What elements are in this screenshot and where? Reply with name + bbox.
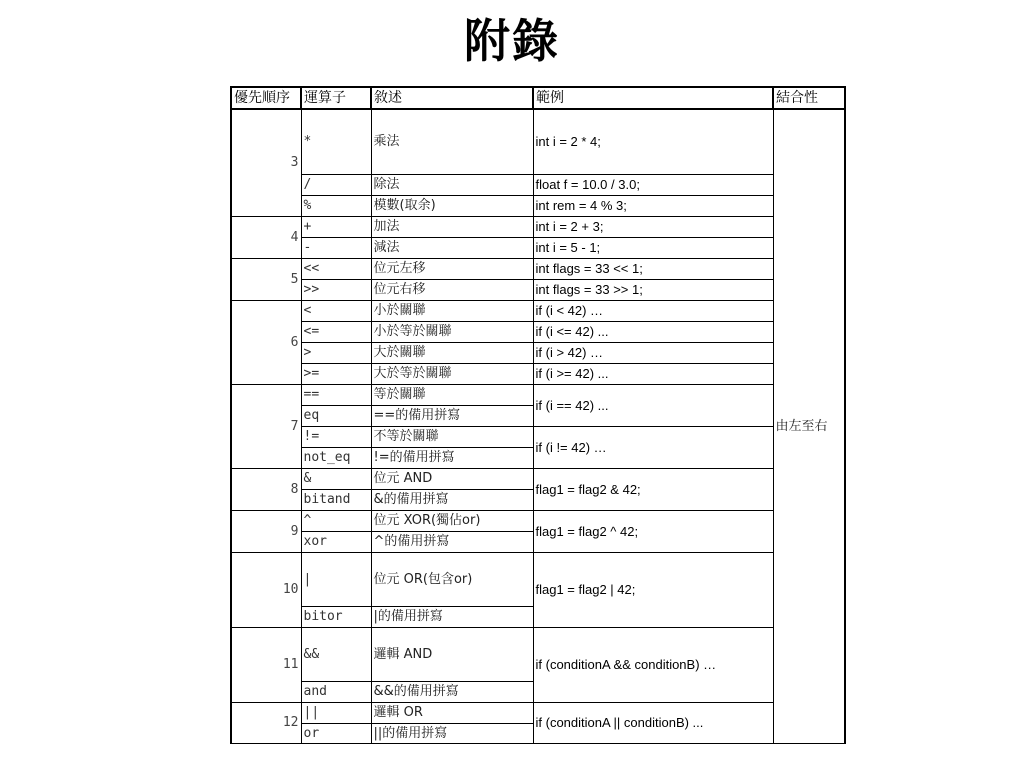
example-cell: if (conditionA || conditionB) ... <box>533 702 773 743</box>
example-cell: int i = 5 - 1; <box>533 237 773 258</box>
operator-cell: == <box>301 384 371 405</box>
table-row <box>231 321 845 342</box>
operator-cell: && <box>301 627 371 681</box>
table-row <box>231 195 845 216</box>
description-cell: &&的備用拼寫 <box>371 681 533 702</box>
description-cell: ==的備用拼寫 <box>371 405 533 426</box>
description-cell: 等於關聯 <box>371 384 533 405</box>
example-cell: int flags = 33 << 1; <box>533 258 773 279</box>
operator-cell: bitor <box>301 606 371 627</box>
description-cell: 位元左移 <box>371 258 533 279</box>
operator-cell: << <box>301 258 371 279</box>
table-row <box>231 363 845 384</box>
operator-cell: != <box>301 426 371 447</box>
operator-cell: / <box>301 174 371 195</box>
operator-cell: + <box>301 216 371 237</box>
description-cell: |的備用拼寫 <box>371 606 533 627</box>
precedence-cell: 7 <box>231 384 301 468</box>
operator-cell: xor <box>301 531 371 552</box>
example-cell: if (conditionA && conditionB) … <box>533 627 773 702</box>
description-cell: 位元 AND <box>371 468 533 489</box>
operator-cell: || <box>301 702 371 723</box>
header-precedence: 優先順序 <box>231 87 301 109</box>
header-example: 範例 <box>533 87 773 109</box>
table-row <box>231 279 845 300</box>
example-cell: if (i < 42) … <box>533 300 773 321</box>
operator-cell: not_eq <box>301 447 371 468</box>
table-row <box>231 552 845 606</box>
description-cell: 模數(取余) <box>371 195 533 216</box>
table-row <box>231 510 845 531</box>
example-cell: if (i != 42) … <box>533 426 773 468</box>
page-title: 附錄 <box>464 14 560 68</box>
table-row <box>231 109 845 174</box>
associativity-cell: 由左至右 <box>773 109 845 743</box>
precedence-cell: 5 <box>231 258 301 300</box>
operator-cell: < <box>301 300 371 321</box>
description-cell: 除法 <box>371 174 533 195</box>
table-row <box>231 237 845 258</box>
precedence-cell: 8 <box>231 468 301 510</box>
description-cell: 位元 OR(包含or) <box>371 552 533 606</box>
description-cell: 大於關聯 <box>371 342 533 363</box>
example-cell: int i = 2 * 4; <box>533 109 773 174</box>
description-cell: 位元 XOR(獨佔or) <box>371 510 533 531</box>
table-row <box>231 702 845 723</box>
description-cell: 乘法 <box>371 109 533 174</box>
table-header-row <box>231 87 845 109</box>
precedence-cell: 12 <box>231 702 301 743</box>
operator-cell: * <box>301 109 371 174</box>
precedence-cell: 6 <box>231 300 301 384</box>
description-cell: 小於關聯 <box>371 300 533 321</box>
example-cell: flag1 = flag2 & 42; <box>533 468 773 510</box>
precedence-cell: 10 <box>231 552 301 627</box>
table-row <box>231 300 845 321</box>
precedence-cell: 11 <box>231 627 301 702</box>
header-associativity: 結合性 <box>773 87 845 109</box>
table-row <box>231 426 845 447</box>
operator-cell: | <box>301 552 371 606</box>
operator-cell: & <box>301 468 371 489</box>
description-cell: 位元右移 <box>371 279 533 300</box>
precedence-cell: 4 <box>231 216 301 258</box>
operator-cell: >= <box>301 363 371 384</box>
header-description: 敘述 <box>371 87 533 109</box>
description-cell: 邏輯 OR <box>371 702 533 723</box>
table-row <box>231 468 845 489</box>
description-cell: 加法 <box>371 216 533 237</box>
operator-cell: ^ <box>301 510 371 531</box>
example-cell: if (i <= 42) ... <box>533 321 773 342</box>
description-cell: &的備用拼寫 <box>371 489 533 510</box>
operator-cell: eq <box>301 405 371 426</box>
table-row <box>231 258 845 279</box>
example-cell: flag1 = flag2 ^ 42; <box>533 510 773 552</box>
precedence-cell: 9 <box>231 510 301 552</box>
example-cell: if (i == 42) ... <box>533 384 773 426</box>
operator-cell: <= <box>301 321 371 342</box>
table-row <box>231 216 845 237</box>
operator-cell: % <box>301 195 371 216</box>
description-cell: 減法 <box>371 237 533 258</box>
example-cell: if (i >= 42) ... <box>533 363 773 384</box>
example-cell: int flags = 33 >> 1; <box>533 279 773 300</box>
operator-precedence-table <box>230 86 846 744</box>
example-cell: float f = 10.0 / 3.0; <box>533 174 773 195</box>
description-cell: 小於等於關聯 <box>371 321 533 342</box>
example-cell: int i = 2 + 3; <box>533 216 773 237</box>
description-cell: 不等於關聯 <box>371 426 533 447</box>
operator-cell: and <box>301 681 371 702</box>
table-row <box>231 384 845 405</box>
description-cell: 邏輯 AND <box>371 627 533 681</box>
example-cell: flag1 = flag2 | 42; <box>533 552 773 627</box>
operator-cell: >> <box>301 279 371 300</box>
description-cell: !=的備用拼寫 <box>371 447 533 468</box>
example-cell: int rem = 4 % 3; <box>533 195 773 216</box>
operator-cell: - <box>301 237 371 258</box>
precedence-cell: 3 <box>231 109 301 216</box>
operator-cell: or <box>301 723 371 743</box>
description-cell: ||的備用拼寫 <box>371 723 533 743</box>
description-cell: 大於等於關聯 <box>371 363 533 384</box>
table-row <box>231 627 845 681</box>
header-operator: 運算子 <box>301 87 371 109</box>
operator-cell: bitand <box>301 489 371 510</box>
description-cell: ^的備用拼寫 <box>371 531 533 552</box>
example-cell: if (i > 42) … <box>533 342 773 363</box>
table-row <box>231 342 845 363</box>
table-row <box>231 174 845 195</box>
operator-cell: > <box>301 342 371 363</box>
